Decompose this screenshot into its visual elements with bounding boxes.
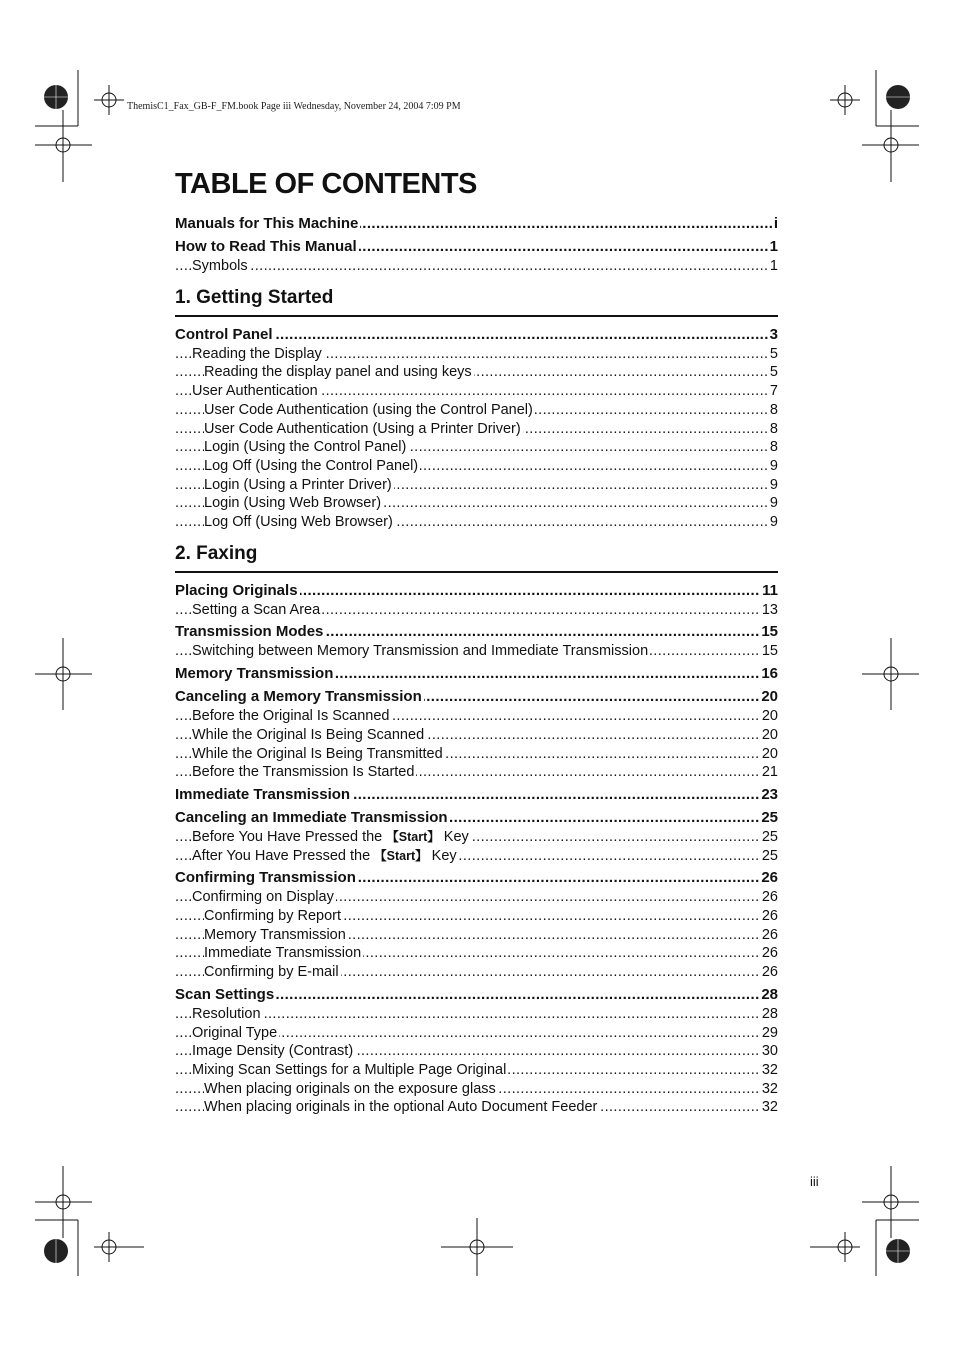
toc-entry[interactable]: [175, 828, 778, 847]
toc-page-number: 28: [761, 985, 778, 1003]
toc-page-number: 32: [761, 1080, 778, 1097]
toc-entry[interactable]: [175, 687, 778, 707]
page-number: iii: [810, 1174, 819, 1189]
toc-entry-title: User Code Authentication (using the Control Panel): [204, 401, 533, 418]
toc-entry[interactable]: [175, 1005, 778, 1024]
toc-entry[interactable]: [175, 363, 778, 382]
toc-entry-title: Memory Transmission: [175, 665, 334, 683]
start-key-label: 【Start】: [374, 848, 428, 863]
toc-entry[interactable]: [175, 642, 778, 661]
toc-entry[interactable]: [175, 763, 778, 782]
toc-entry[interactable]: [175, 1024, 778, 1043]
toc-entry-title: Scan Settings: [175, 985, 275, 1003]
start-key-label: 【Start】: [386, 829, 440, 844]
toc-page-number: 9: [769, 476, 778, 493]
toc-entry-title: Manuals for This Machine: [175, 215, 359, 232]
toc-entry-title: User Authentication: [192, 383, 318, 400]
toc-entry-title: Log Off (Using the Control Panel): [204, 457, 419, 474]
toc-page-number: 25: [761, 847, 778, 864]
toc-entry[interactable]: [175, 944, 778, 963]
toc-page-number: 20: [761, 745, 778, 762]
toc-page-number: 26: [761, 926, 778, 943]
toc-entry[interactable]: [175, 214, 778, 234]
toc-entry-title: Canceling a Memory Transmission: [175, 688, 422, 706]
toc-entry[interactable]: [175, 1061, 778, 1080]
toc-entry[interactable]: [175, 847, 778, 866]
toc-entry[interactable]: [175, 237, 778, 257]
toc-entry-title: User Code Authentication (Using a Printer Driver): [204, 420, 521, 437]
toc-entry[interactable]: [175, 985, 778, 1005]
toc-page-number: 5: [769, 364, 778, 381]
toc-entry-title: Transmission Modes: [175, 623, 324, 641]
toc-entry-title: [192, 829, 471, 845]
toc-entry[interactable]: [175, 1042, 778, 1061]
toc-entry-title: Immediate Transmission: [175, 785, 351, 803]
toc-entry-title: Original Type: [192, 1024, 278, 1041]
toc-page-number: 16: [761, 665, 778, 683]
toc-entry-title-text: Before You Have Pressed the: [192, 828, 387, 845]
toc-page-number: 1: [769, 238, 778, 255]
toc-entry-title-suffix: Key: [439, 828, 469, 845]
toc-page-number: 3: [769, 325, 778, 343]
toc-page-number: i: [773, 215, 778, 232]
toc-entry[interactable]: [175, 926, 778, 945]
toc-entry[interactable]: [175, 745, 778, 764]
toc-page-number: 15: [761, 623, 778, 641]
chapter-heading: 2. Faxing: [175, 543, 778, 573]
toc-entry-title: Before the Transmission Is Started: [192, 764, 415, 781]
toc-entry-title: Confirming by Report: [204, 908, 341, 925]
toc-page-number: 26: [761, 908, 778, 925]
toc-entry-title: Control Panel: [175, 325, 273, 343]
toc-entry-title-suffix: Key: [427, 847, 457, 864]
toc-page-number: 25: [761, 828, 778, 845]
toc-page-number: 9: [769, 495, 778, 512]
toc-entry-title: [192, 848, 459, 864]
toc-page-number: 11: [762, 581, 778, 599]
toc-page-number: 9: [769, 457, 778, 474]
toc-page-number: 1: [769, 258, 778, 274]
toc-page-number: 8: [769, 401, 778, 418]
toc-page-number: 26: [761, 869, 778, 887]
toc-entry[interactable]: [175, 622, 778, 642]
toc-entry-title: Placing Originals: [175, 581, 298, 599]
toc-page-number: 15: [761, 643, 778, 660]
toc-entry[interactable]: [175, 457, 778, 476]
toc-entry-title: While the Original Is Being Scanned: [192, 726, 425, 743]
toc-page-number: 13: [761, 601, 778, 618]
toc-page-number: 20: [761, 726, 778, 743]
toc-entry[interactable]: [175, 382, 778, 401]
toc-page-number: 20: [761, 688, 778, 706]
toc-page-number: 25: [761, 808, 778, 826]
toc-entry[interactable]: [175, 257, 778, 276]
toc-entry-title: Login (Using a Printer Driver): [204, 476, 392, 493]
toc-entry[interactable]: [175, 1098, 778, 1117]
toc-page-number: 26: [761, 945, 778, 962]
toc-entry[interactable]: [175, 963, 778, 982]
toc-entry-title-text: After You Have Pressed the: [192, 847, 375, 864]
toc-entry-title: How to Read This Manual: [175, 238, 357, 255]
toc-entry[interactable]: [175, 808, 778, 828]
chapter-heading: 1. Getting Started: [175, 287, 778, 317]
toc-entry[interactable]: [175, 1080, 778, 1099]
toc-entry[interactable]: [175, 513, 778, 532]
toc-page-number: 5: [769, 345, 778, 362]
toc-entry[interactable]: [175, 420, 778, 439]
toc-page-number: 26: [761, 964, 778, 981]
toc-entry[interactable]: [175, 601, 778, 620]
toc-entry-title: While the Original Is Being Transmitted: [192, 745, 443, 762]
toc-entry[interactable]: [175, 581, 778, 601]
toc-page-number: 23: [761, 785, 778, 803]
toc-entry[interactable]: [175, 664, 778, 684]
toc-entry-title: Confirming by E-mail: [204, 964, 339, 981]
file-info: ThemisC1_Fax_GB-F_FM.book Page iii Wednesday, November 24, 2004 7:09 PM: [127, 101, 461, 112]
toc-entry-title: When placing originals on the exposure glass: [204, 1080, 496, 1097]
toc-entry-title: Symbols: [192, 258, 248, 274]
toc-page-number: 29: [761, 1024, 778, 1041]
toc-entry[interactable]: [175, 345, 778, 364]
toc-page-number: 8: [769, 420, 778, 437]
toc-entry[interactable]: [175, 888, 778, 907]
toc-entry[interactable]: [175, 726, 778, 745]
toc-page-number: 9: [769, 514, 778, 531]
toc-page-number: 8: [769, 439, 778, 456]
toc-entry-title: Image Density (Contrast): [192, 1043, 354, 1060]
toc-entry[interactable]: [175, 438, 778, 457]
toc-entry-title: Immediate Transmission: [204, 945, 362, 962]
toc-entry-title: Canceling an Immediate Transmission: [175, 808, 448, 826]
toc-page-number: 28: [761, 1005, 778, 1022]
toc-entry[interactable]: [175, 476, 778, 495]
toc-entry-title: Login (Using Web Browser): [204, 495, 382, 512]
toc-entry[interactable]: [175, 325, 778, 345]
toc-entry[interactable]: [175, 401, 778, 420]
toc-entry-title: Confirming on Display: [192, 889, 334, 906]
toc-page-number: 7: [769, 383, 778, 400]
toc-page-number: 21: [761, 764, 778, 781]
toc-entry[interactable]: [175, 907, 778, 926]
toc-entry-title: Confirming Transmission: [175, 869, 356, 887]
toc-entry-title: Memory Transmission: [204, 926, 346, 943]
toc-entry[interactable]: [175, 707, 778, 726]
toc-entry-title: Login (Using the Control Panel): [204, 439, 407, 456]
page-title: TABLE OF CONTENTS: [175, 168, 477, 200]
toc-page-number: 26: [761, 889, 778, 906]
toc-entry-title: Reading the display panel and using keys: [204, 364, 472, 381]
toc-entry-title: When placing originals in the optional Auto Document Feeder: [204, 1099, 598, 1116]
toc-entry-title: Reading the Display: [192, 345, 322, 362]
toc-page-number: 32: [761, 1061, 778, 1078]
toc-entry-title: Resolution: [192, 1005, 261, 1022]
toc-entry-title: Switching between Memory Transmission and Immediate Transmission: [192, 643, 649, 660]
toc-entry-title: Setting a Scan Area: [192, 601, 321, 618]
toc-page-number: 32: [761, 1099, 778, 1116]
table-of-contents: [175, 214, 778, 1117]
toc-entry-title: Mixing Scan Settings for a Multiple Page Original: [192, 1061, 507, 1078]
toc-page-number: 20: [761, 708, 778, 725]
toc-entry-title: Before the Original Is Scanned: [192, 708, 390, 725]
toc-entry-title: Log Off (Using Web Browser): [204, 514, 393, 531]
toc-entry[interactable]: [175, 868, 778, 888]
toc-entry[interactable]: [175, 785, 778, 805]
toc-entry[interactable]: [175, 494, 778, 513]
toc-page-number: 30: [761, 1043, 778, 1060]
